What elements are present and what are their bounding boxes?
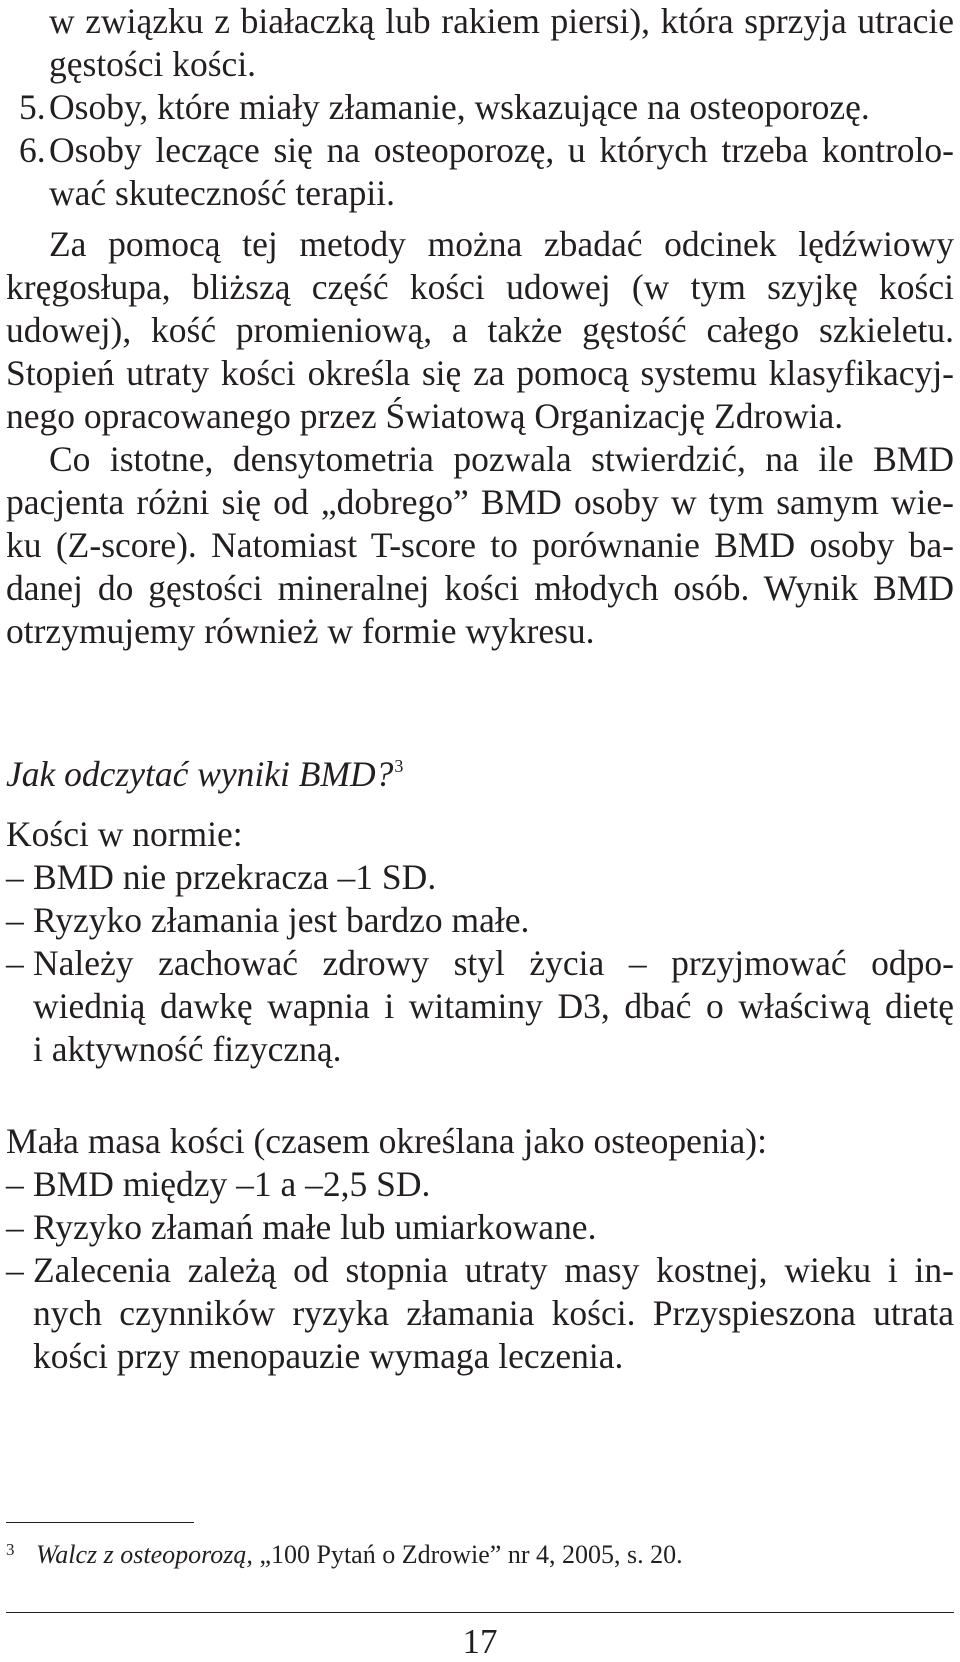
page-number: 17 <box>462 1622 498 1661</box>
dash-list-continuation: nych czynników ryzyka złamania kości. Przyspieszona utrata <box>33 1293 954 1333</box>
paragraph-zscore <box>6 438 954 653</box>
dash-bullet: – <box>6 1207 24 1247</box>
footnote-source-details: „100 Pytań o Zdrowie” nr 4, 2005, s. 20. <box>252 1540 683 1569</box>
list-item-number: 5. <box>19 87 46 127</box>
dash-list-text: Ryzyko złamania jest bardzo małe. <box>33 900 530 940</box>
paragraph-line: Co istotne, densytometria pozwala stwierdzić, na ile BMD <box>49 439 954 479</box>
dash-list-item <box>6 1249 954 1292</box>
dash-list-item <box>6 942 954 985</box>
dash-list-text: Zalecenia zależą od stopnia utraty masy kostnej, wieku i in- <box>33 1250 954 1290</box>
paragraph-line: ku (Z-score). Natomiast T-score to porównanie BMD osoby ba- <box>6 525 954 565</box>
dash-list-text: BMD między –1 a –2,5 SD. <box>33 1164 431 1204</box>
footnote-number: 3 <box>6 1540 15 1559</box>
list-item-6-line: wać skuteczność terapii. <box>49 173 395 213</box>
paragraph-line: Za pomocą tej metody można zbadać odcinek lędźwiowy <box>49 224 954 264</box>
paragraph-line: otrzymujemy również w formie wykresu. <box>6 611 595 651</box>
paragraph-line: kręgosłupa, bliższą część kości udowej (w tym szyjkę kości <box>6 267 954 307</box>
paragraph-line: pacjenta różni się od „dobrego” BMD osoby w tym samym wie- <box>6 482 954 522</box>
dash-list-item <box>6 856 954 899</box>
dash-list-continuation: kości przy menopauzie wymaga leczenia. <box>33 1336 624 1376</box>
section-normal-bones <box>6 813 954 1071</box>
dash-bullet: – <box>6 1250 24 1290</box>
dash-list-text: Należy zachować zdrowy styl życia – przyjmować odpo- <box>33 943 954 983</box>
footnote <box>6 1540 683 1570</box>
paragraph-method <box>6 223 954 438</box>
dash-list-item <box>6 1206 954 1249</box>
paragraph-line: udowej), kość promieniową, a także gęstość całego szkieletu. <box>6 310 954 350</box>
list-item-5 <box>6 86 954 129</box>
dash-list-text: BMD nie przekracza –1 SD. <box>33 857 437 897</box>
dash-bullet: – <box>6 857 24 897</box>
paragraph-line: danej do gęstości mineralnej kości młodych osób. Wynik BMD <box>6 568 954 608</box>
dash-bullet: – <box>6 1164 24 1204</box>
footnote-source-title: Walcz z osteoporozą, <box>36 1540 253 1569</box>
page-footer-rule <box>6 1612 954 1613</box>
section-title: Kości w normie: <box>6 814 243 854</box>
footnote-separator <box>6 1522 194 1523</box>
dash-list-continuation: i aktywność fizyczną. <box>33 1029 342 1069</box>
list-item-4-tail-line: gęstości kości. <box>49 44 257 84</box>
list-continuation <box>6 0 954 215</box>
dash-list-continuation: wiednią dawkę wapnia i witaminy D3, dbać o właściwą dietę <box>33 986 954 1026</box>
footnote-reference: 3 <box>394 756 404 776</box>
list-item-text: Osoby, które miały złamanie, wskazujące na osteoporozę. <box>49 87 870 127</box>
paragraph-line: nego opracowanego przez Światową Organizację Zdrowia. <box>6 396 844 436</box>
list-item-4-tail-line: w związku z białaczką lub rakiem piersi), która sprzyja utracie <box>49 1 954 41</box>
section-osteopenia <box>6 1120 954 1378</box>
section-heading <box>6 745 954 794</box>
paragraph-line: Stopień utraty kości określa się za pomocą systemu klasyfikacyj- <box>6 353 954 393</box>
dash-list-text: Ryzyko złamań małe lub umiarkowane. <box>33 1207 597 1247</box>
dash-bullet: – <box>6 900 24 940</box>
dash-list-item <box>6 899 954 942</box>
heading-text: Jak odczytać wyniki BMD? <box>6 754 394 794</box>
dash-bullet: – <box>6 943 24 983</box>
list-item-6 <box>6 129 954 172</box>
list-item-number: 6. <box>19 130 46 170</box>
dash-list-item <box>6 1163 954 1206</box>
section-title: Mała masa kości (czasem określana jako osteopenia): <box>6 1121 767 1161</box>
list-item-text: Osoby leczące się na osteoporozę, u których trzeba kontrolo- <box>49 130 954 170</box>
